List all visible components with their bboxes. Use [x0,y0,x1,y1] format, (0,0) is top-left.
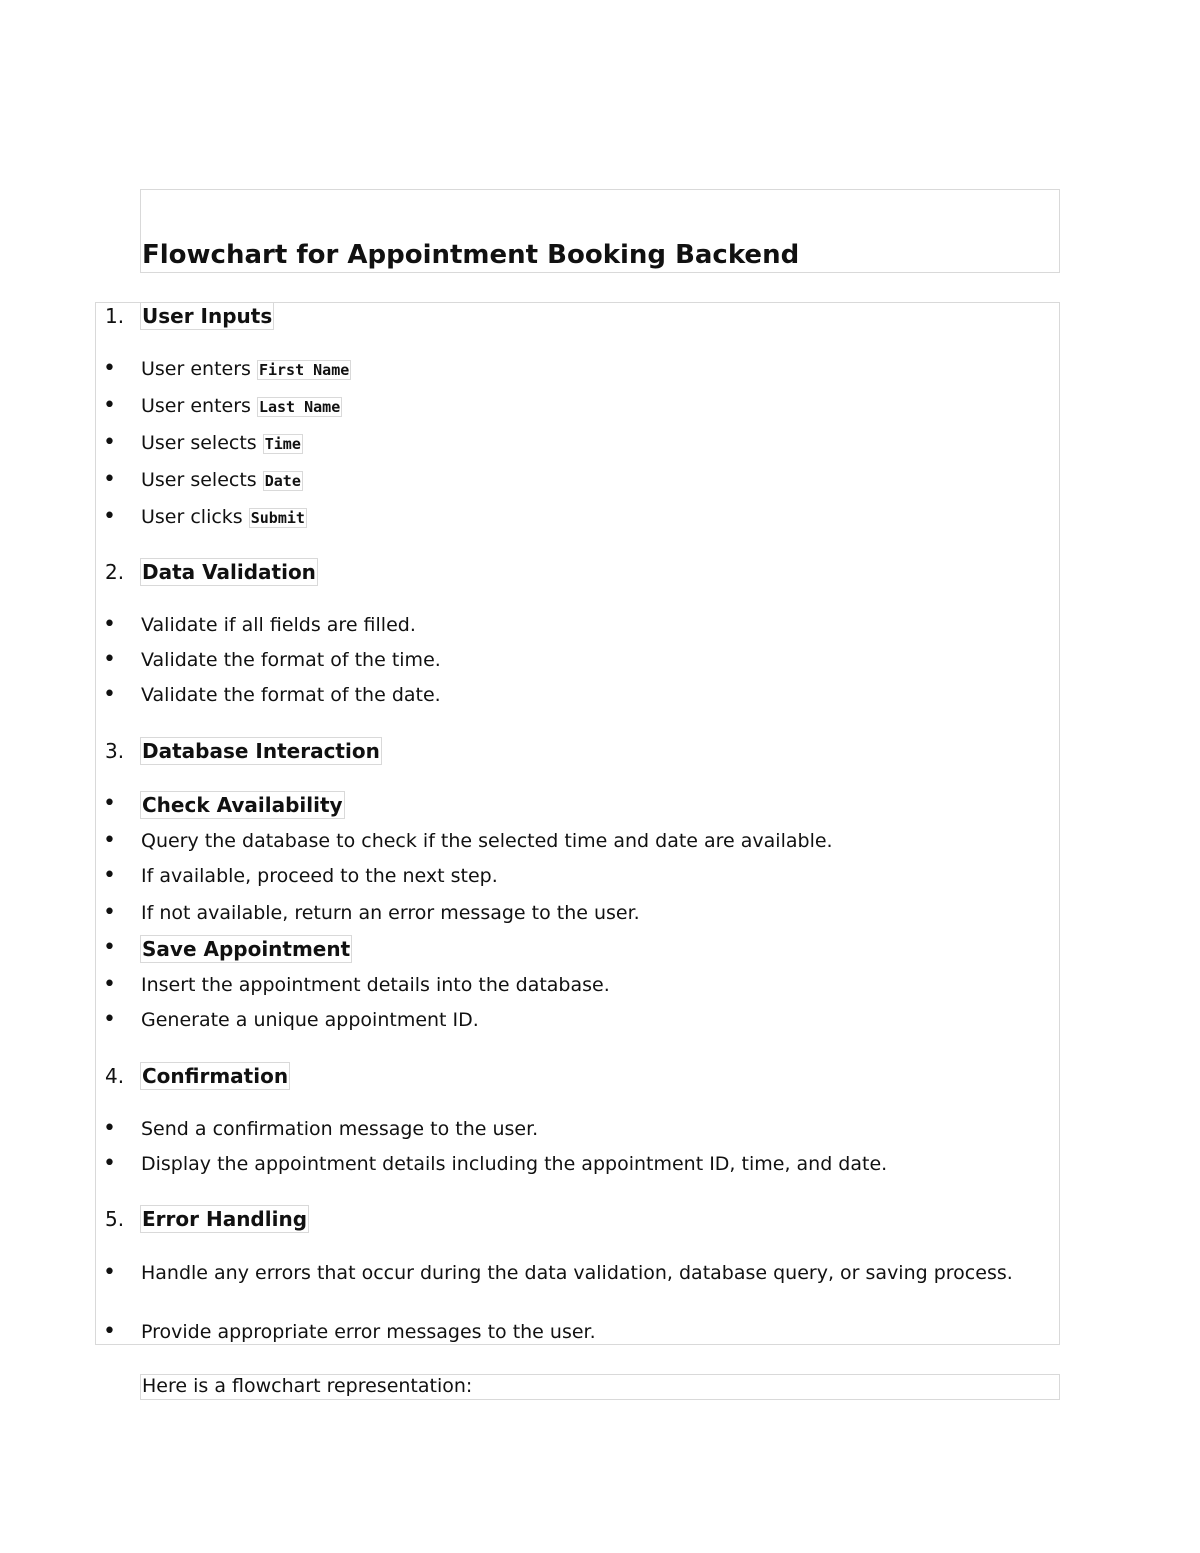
field-code: Submit [250,509,305,527]
list-item: Handle any errors that occur during the data validation, database query, or saving process. [141,1262,1013,1284]
steps-frame [95,302,1060,1345]
step-heading-error-handling: Error Handling [142,1207,308,1231]
bullet: • [103,1319,116,1344]
bullet: • [103,1151,116,1176]
bullet: • [103,791,116,816]
list-item: Generate a unique appointment ID. [141,1009,479,1031]
subheading-check-availability: Check Availability [142,793,343,817]
field-code: Date [264,472,301,490]
bullet: • [103,504,116,529]
step-heading-confirmation: Confirmation [142,1064,289,1088]
step-number: 4. [105,1064,125,1088]
list-item: Send a confirmation message to the user. [141,1118,539,1140]
footer-text: Here is a flowchart representation: [142,1375,473,1397]
step-number: 3. [105,739,125,763]
bullet: • [103,467,116,492]
step-number: 2. [105,560,125,584]
bullet: • [103,682,116,707]
bullet: • [103,393,116,418]
list-item: Insert the appointment details into the database. [141,974,610,996]
field-code: Time [264,435,301,453]
bullet: • [103,828,116,853]
list-item: If available, proceed to the next step. [141,865,498,887]
subheading-save-appointment: Save Appointment [142,937,351,961]
bullet: • [103,1007,116,1032]
list-item: Display the appointment details including the appointment ID, time, and date. [141,1153,888,1175]
field-code: First Name [258,361,350,379]
bullet: • [103,900,116,925]
list-item: User clicks Submit [141,506,305,528]
list-item: Validate if all fields are filled. [141,614,416,636]
page-title: Flowchart for Appointment Booking Backend [142,240,800,270]
list-item: Query the database to check if the selected time and date are available. [141,830,833,852]
bullet: • [103,935,116,960]
list-item: User selects Time [141,432,301,454]
bullet: • [103,356,116,381]
step-heading-data-validation: Data Validation [142,560,316,584]
list-item: Validate the format of the time. [141,649,441,671]
bullet: • [103,612,116,637]
field-code: Last Name [258,398,341,416]
list-item: User enters First Name [141,358,350,380]
list-item: Provide appropriate error messages to the user. [141,1321,596,1343]
step-heading-database-interaction: Database Interaction [142,739,380,763]
bullet: • [103,647,116,672]
step-number: 5. [105,1207,125,1231]
step-heading-user-inputs: User Inputs [142,304,273,328]
list-item: If not available, return an error message to the user. [141,902,640,924]
bullet: • [103,1260,116,1285]
bullet: • [103,1116,116,1141]
step-number: 1. [105,304,125,328]
list-item: Validate the format of the date. [141,684,441,706]
list-item: User enters Last Name [141,395,341,417]
bullet: • [103,972,116,997]
bullet: • [103,863,116,888]
bullet: • [103,430,116,455]
list-item: User selects Date [141,469,301,491]
